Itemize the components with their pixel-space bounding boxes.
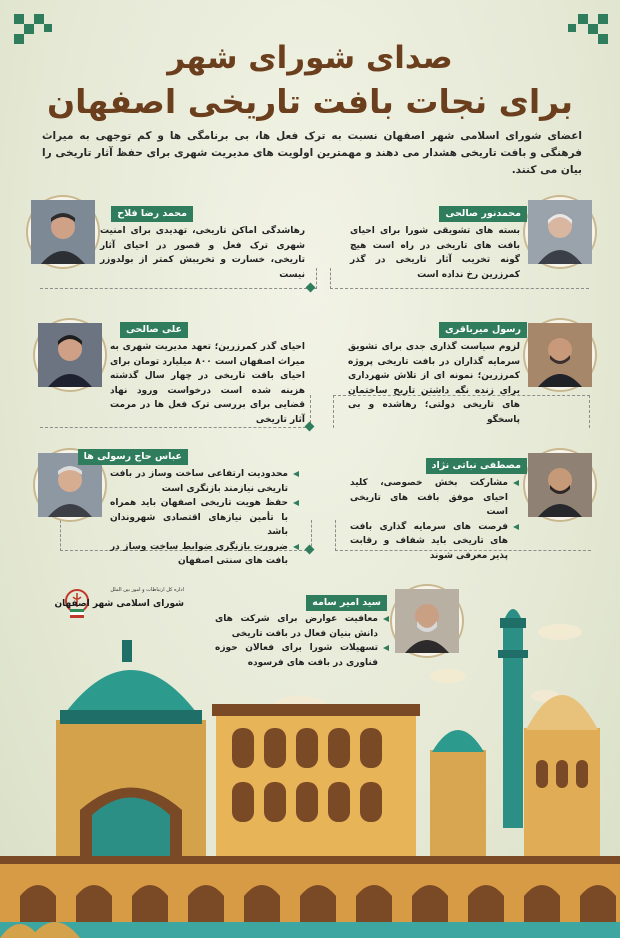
avatar <box>525 197 595 267</box>
avatar <box>35 320 105 390</box>
isfahan-skyline-illustration <box>0 600 620 938</box>
list-item: معافیت عوارض برای شرکت های دانش بنیان فعال در بافت تاریخی <box>215 612 378 641</box>
member-statement <box>110 467 300 569</box>
logo-text-line2: شورای اسلامی شهر اصفهان <box>54 599 184 609</box>
page-title-line2: برای نجات بافت تاریخی اصفهان <box>46 82 574 121</box>
avatar <box>525 320 595 390</box>
member-name: محمد رضا فلاح <box>111 206 193 222</box>
member-name: محمدنور صالحی <box>439 206 527 222</box>
list-item: ضرورت بازنگری ضوابط ساخت وساز در بافت های سنتی اصفهان <box>110 540 288 569</box>
member-statement: احیای گذر کمرزرین؛ تعهد مدیریت شهری به میراث اصفهان است ۸۰۰ میلیارد تومان برای احیای بافت تاریخی در چهار سال گذشته هزینه شده است درخواست ورود نهاد قضایی برای بررسی ترک فعل ها در مرمت آثار تاریخی <box>110 342 305 425</box>
member-name: رسول میرباقری <box>439 322 527 338</box>
list-item: محدودیت ارتفاعی ساخت وساز در بافت تاریخی نیازمند بازنگری است <box>110 467 288 496</box>
list-item: مشارکت بخش خصوصی، کلید احیای موفق بافت های تاریخی است <box>350 476 508 520</box>
connector-diamond <box>305 545 315 555</box>
member-name: مصطفی نباتی نژاد <box>426 458 527 474</box>
logo-text-line1: اداره کل ارتباطات و امور بین الملل <box>110 587 184 593</box>
avatar <box>525 450 595 520</box>
avatar <box>28 197 98 267</box>
connector-diamond <box>305 422 315 432</box>
member-name: سید امیر سامه <box>306 595 387 611</box>
list-item: حفظ هویت تاریخی اصفهان باید همراه با تأمین نیازهای اقتصادی شهروندان باشد <box>110 496 288 540</box>
list-item: فرصت های سرمایه گذاری بافت های تاریخی باید شفاف و رقابت پذیر معرفی شوند <box>350 520 508 564</box>
member-statement: رهاشدگی اماکن تاریخی، تهدیدی برای امنیت شهری ترک فعل و قصور در احیای آثار تاریخی، خسارت و تخریبش کمتر از بولدوزر نیست <box>100 226 305 280</box>
member-statement <box>350 476 520 563</box>
intro-text: اعضای شورای اسلامی شهر اصفهان نسبت به ترک فعل ها، بی برنامگی ها و کم توجهی به میراث فرهنگی و بافت تاریخی هشدار می دهند و مهمترین اولویت های مدیریت شهری برای حفظ آثار تاریخی را بیان می کنند. <box>42 130 582 176</box>
member-name: عباس حاج رسولی ها <box>78 449 188 465</box>
list-item: تسهیلات شورا برای فعالان حوزه فناوری در بافت های فرسوده <box>215 641 378 670</box>
member-statement: بسته های تشویقی شورا برای احیای بافت های تاریخی در راه است هیچ گونه تخریب آثار تاریخی در گذر کمرزرین رخ نداده است <box>350 226 520 280</box>
page-title-line1: صدای شورای شهر <box>167 40 453 76</box>
member-name: علی صالحی <box>120 322 188 338</box>
member-statement: لزوم سیاست گذاری جدی برای تشویق سرمایه گذاران در بافت تاریخی پروژه کمرزرین؛ نمونه ای از تلاش شهرداری برای زنده نگه داشتن تاریخ ساختمان های تاریخی دولتی؛ رهاشده و بی پاسخگو <box>348 342 520 425</box>
